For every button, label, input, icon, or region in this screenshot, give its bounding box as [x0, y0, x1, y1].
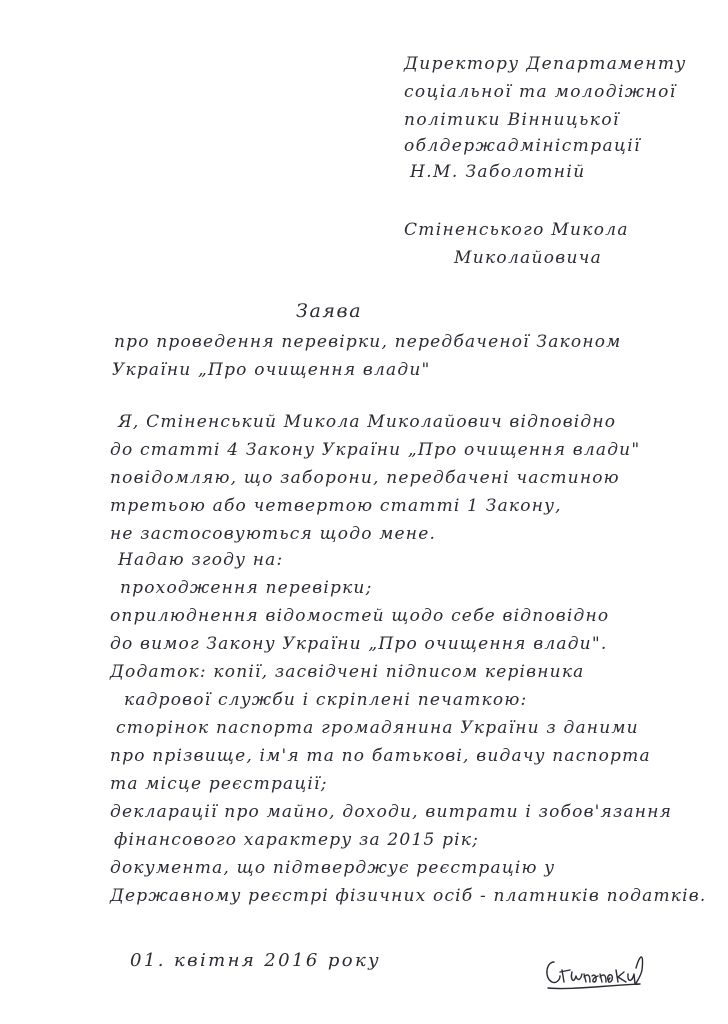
addressee-line: політики Вінницької — [404, 110, 620, 130]
body-line: до вимог Закону України „Про очищення влади". — [110, 634, 608, 654]
addressee-line: Директору Департаменту — [404, 54, 687, 74]
document-date: 01. квітня 2016 року — [130, 950, 381, 971]
body-line: сторінок паспорта громадянина України з даними — [116, 718, 639, 738]
body-line: проходження перевірки; — [120, 578, 373, 598]
body-line: не застосовуються щодо мене. — [110, 524, 437, 544]
body-line: та місце реєстрації; — [110, 774, 328, 794]
document-title: Заява — [296, 300, 363, 322]
applicant-line: Стіненського Микола — [404, 220, 629, 240]
addressee-line: облдержадміністрації — [404, 136, 641, 156]
body-line: про прізвище, ім'я та по батькові, видачу паспорта — [110, 746, 651, 766]
body-line: до статті 4 Закону України „Про очищення влади" — [110, 440, 641, 460]
body-line: декларації про майно, доходи, витрати і зобов'язання — [110, 802, 673, 822]
body-line: повідомляю, що заборони, передбачені частиною — [110, 468, 620, 488]
body-line: Надаю згоду на: — [118, 550, 284, 570]
addressee-line: Н.М. Заболотній — [410, 162, 586, 182]
body-line: документа, що підтверджує реєстрацію у — [110, 858, 556, 878]
body-line: третьою або четвертою статті 1 Закону, — [110, 496, 562, 516]
body-line: Державному реєстрі фізичних осіб - платників податків. — [110, 886, 707, 906]
applicant-line: Миколайовича — [454, 248, 603, 268]
body-line: кадрової служби і скріплені печаткою: — [124, 690, 528, 710]
body-line: оприлюднення відомостей щодо себе відповідно — [110, 606, 610, 626]
subtitle-line: України „Про очищення влади" — [112, 360, 431, 380]
body-line: Додаток: копії, засвідчені підписом керівника — [110, 662, 585, 682]
handwritten-signature — [540, 940, 650, 1000]
subtitle-line: про проведення перевірки, передбаченої Законом — [114, 332, 622, 352]
body-line: фінансового характеру за 2015 рік; — [114, 830, 480, 850]
body-line: Я, Стіненський Микола Миколайович відповідно — [118, 412, 617, 432]
addressee-line: соціальної та молодіжної — [404, 82, 677, 102]
